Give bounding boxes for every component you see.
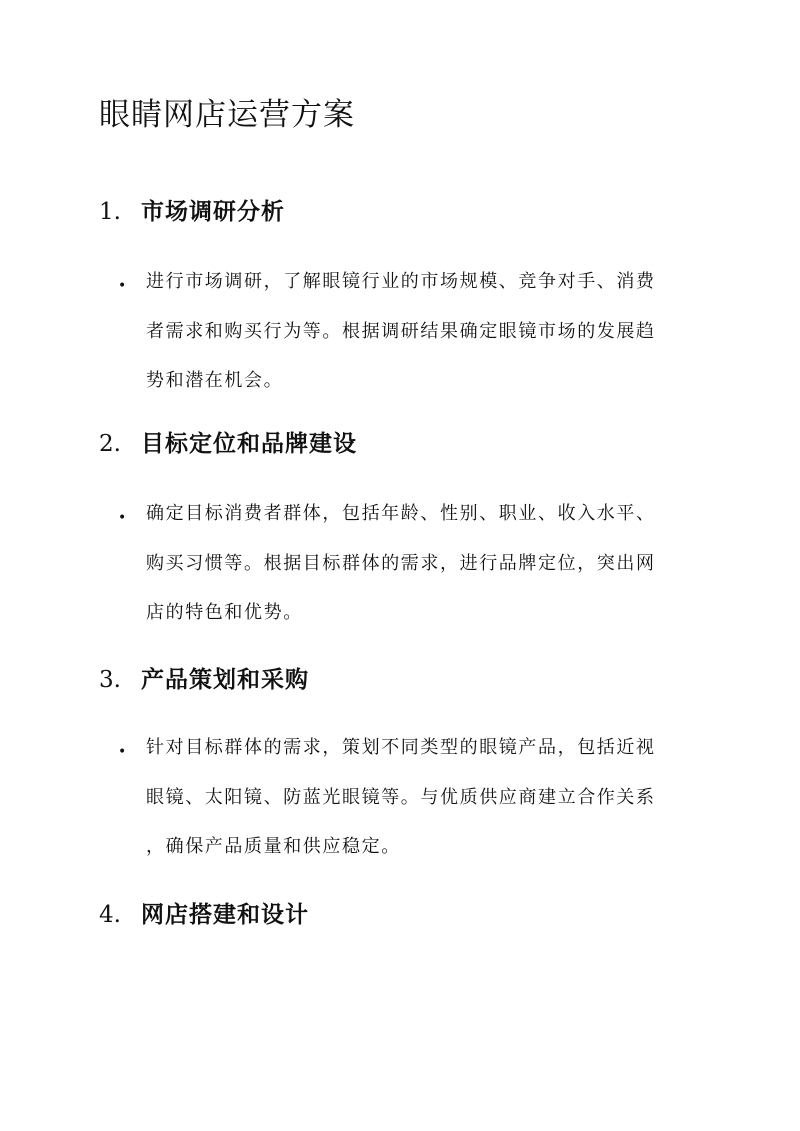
- section-title: 网店搭建和设计: [141, 901, 309, 928]
- paragraph-line: 店的特色和优势。: [146, 602, 303, 623]
- bullet-point: •: [118, 744, 127, 760]
- paragraph-line: 势和潜在机会。: [146, 370, 284, 391]
- paragraph-line: ，确保产品质量和供应稳定。: [146, 836, 401, 857]
- paragraph-line: 购买习惯等。根据目标群体的需求，进行品牌定位，突出网: [146, 553, 656, 574]
- document-title: 眼睛网店运营方案: [99, 97, 355, 133]
- section-heading-2: [99, 429, 357, 459]
- section-number: 2.: [99, 431, 121, 457]
- bullet-point: •: [118, 278, 127, 294]
- section-heading-4: [99, 900, 309, 930]
- section-number: 1.: [99, 199, 121, 225]
- paragraph-line: 者需求和购买行为等。根据调研结果确定眼镜市场的发展趋: [146, 321, 656, 342]
- paragraph-line: 针对目标群体的需求，策划不同类型的眼镜产品，包括近视: [146, 737, 656, 758]
- section-title: 目标定位和品牌建设: [141, 430, 357, 457]
- section-title: 产品策划和采购: [141, 666, 309, 693]
- section-title: 市场调研分析: [141, 198, 285, 225]
- section-number: 3.: [99, 667, 121, 693]
- section-number: 4.: [99, 902, 121, 928]
- section-heading-1: [99, 197, 285, 227]
- paragraph-line: 眼镜、太阳镜、防蓝光眼镜等。与优质供应商建立合作关系: [146, 787, 656, 808]
- section-heading-3: [99, 665, 309, 695]
- paragraph-line: 确定目标消费者群体，包括年龄、性别、职业、收入水平、: [146, 503, 656, 524]
- bullet-point: •: [118, 510, 127, 526]
- paragraph-line: 进行市场调研，了解眼镜行业的市场规模、竞争对手、消费: [146, 271, 656, 292]
